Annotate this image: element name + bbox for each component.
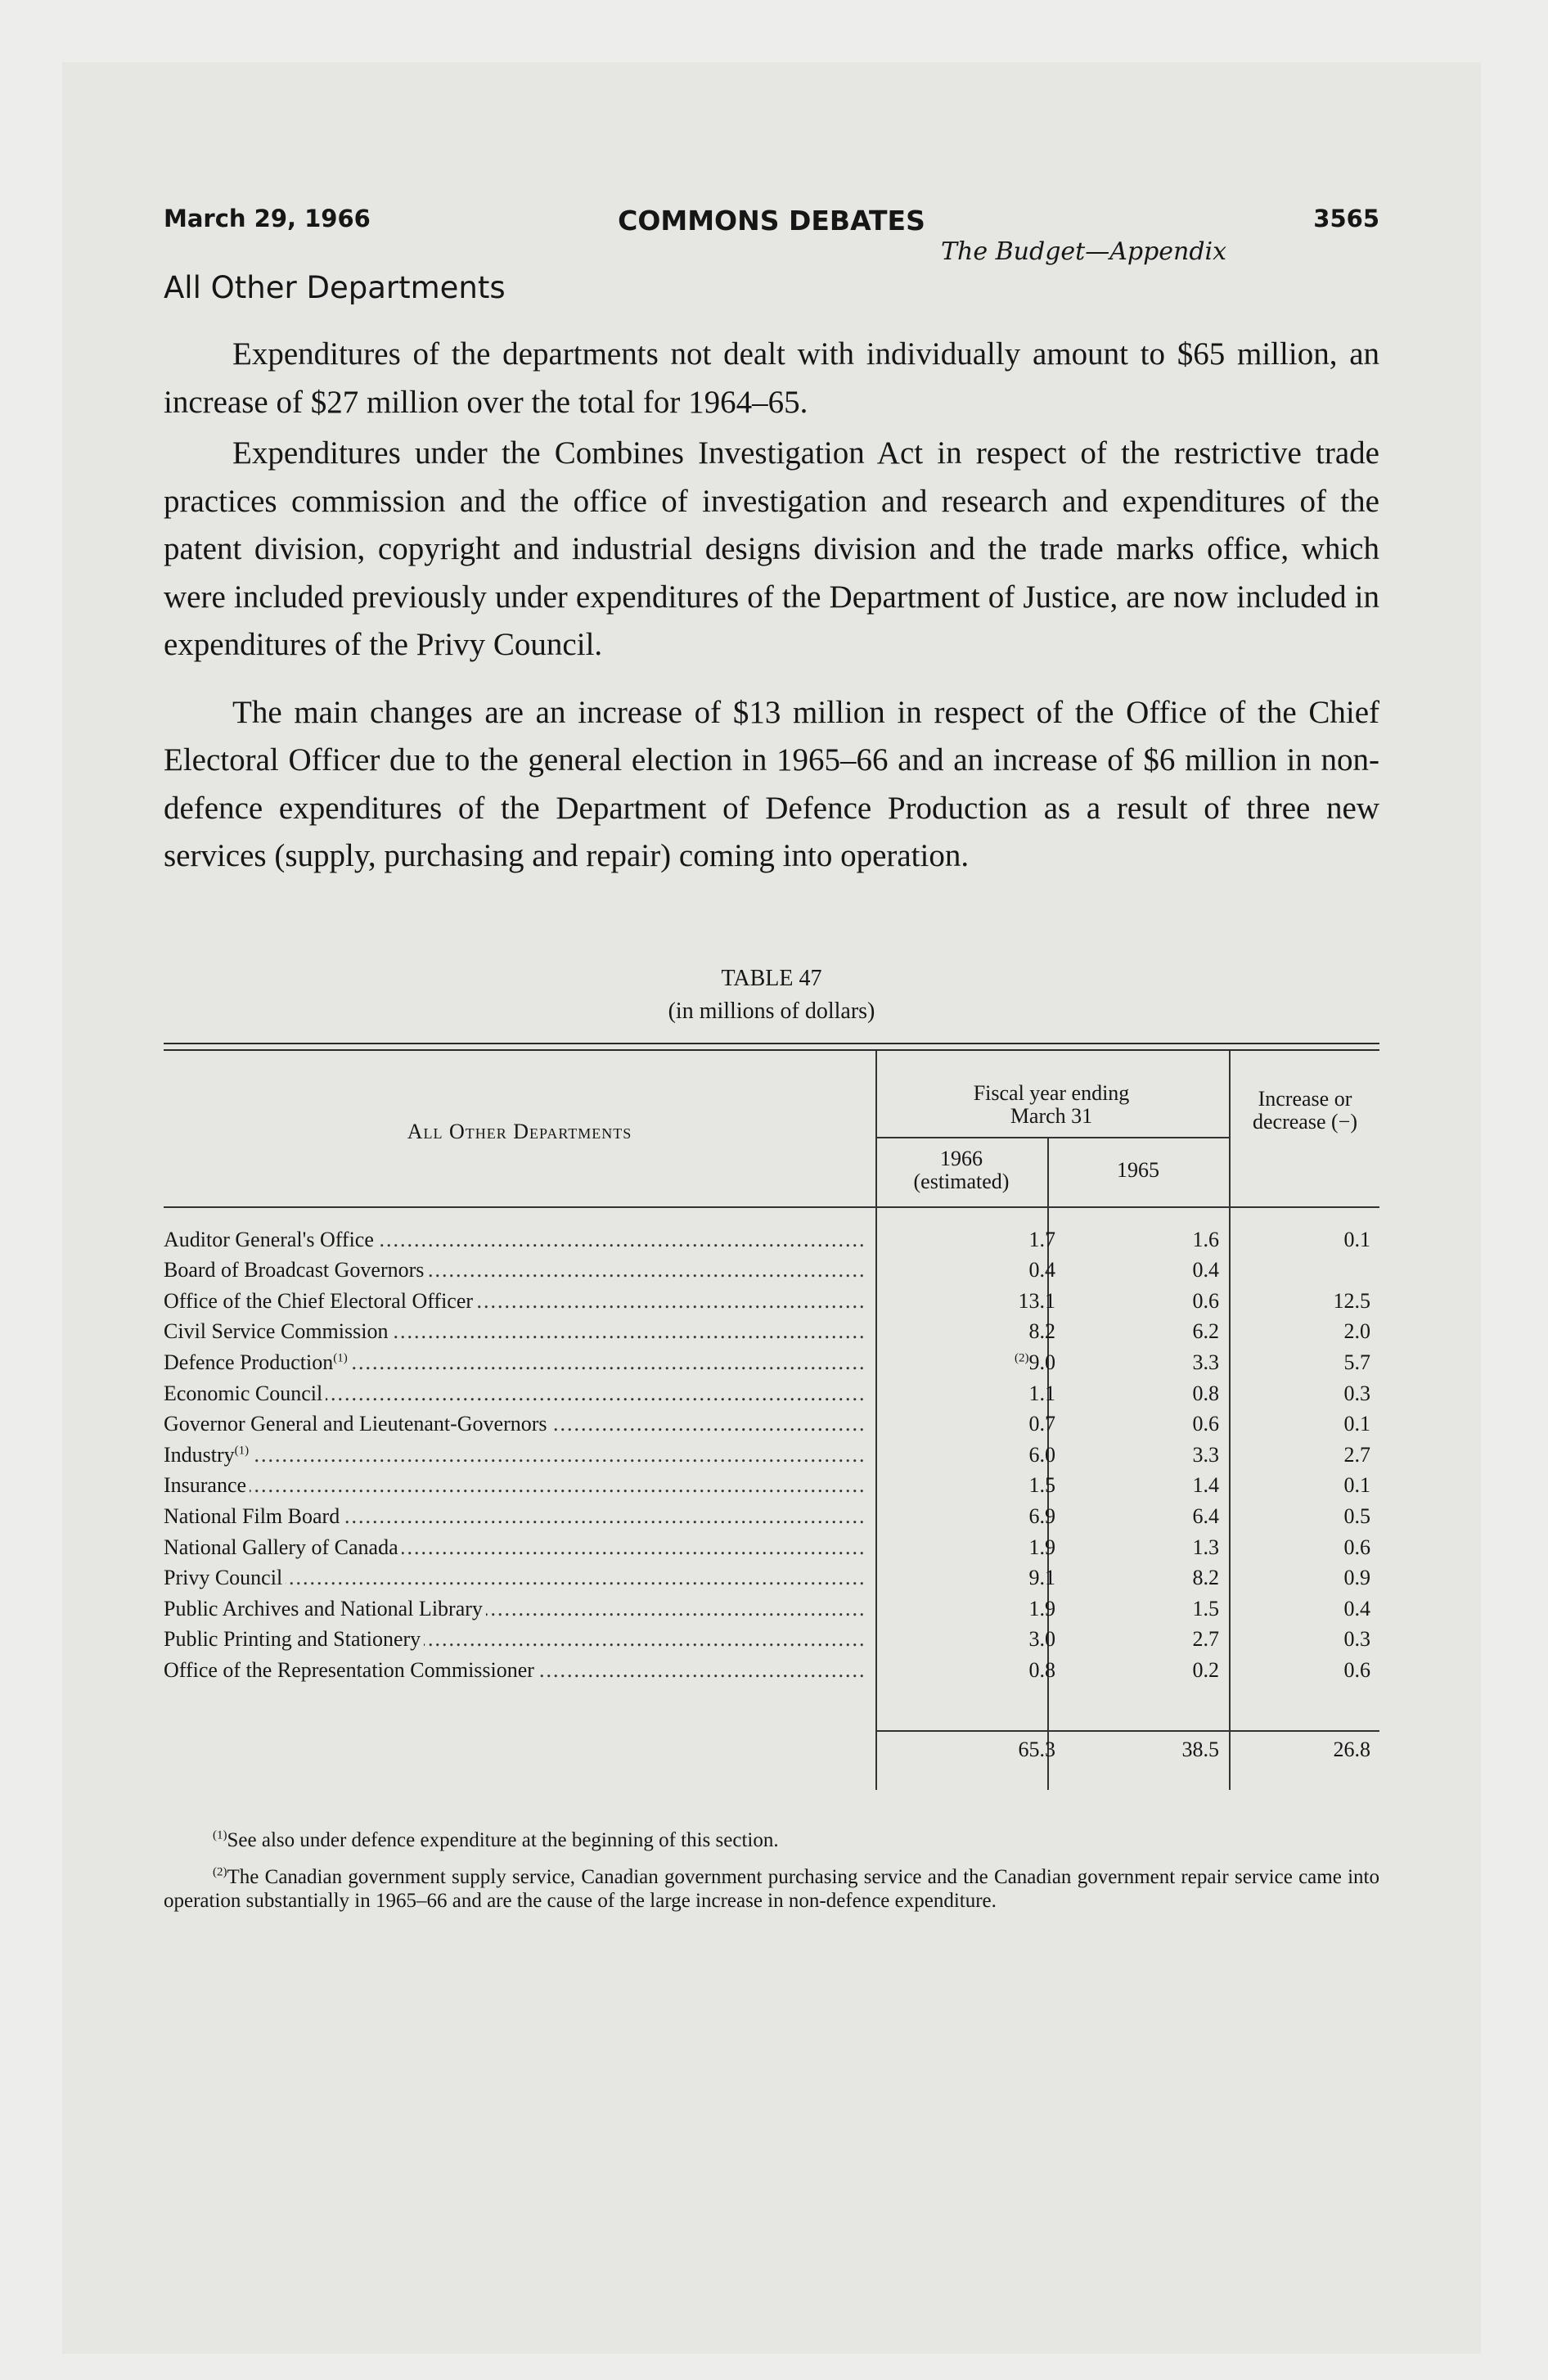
row-label-text <box>164 1443 252 1467</box>
cell-1965: 0.6 <box>1192 1412 1219 1436</box>
footnote-2-text: The Canadian government supply service, Canadian government purchasing service and the Canadian government repair service came into operation substantially in 1965–66 and are the cause of the large increase in non-defence expenditure. <box>164 1865 1379 1912</box>
table-title: TABLE 47 <box>721 965 822 991</box>
cell-1966 <box>982 1286 1055 1316</box>
row-label <box>164 1286 867 1316</box>
table-top-rule <box>164 1043 1379 1044</box>
cell-1966 <box>982 1532 1055 1562</box>
cell-1965: 1.4 <box>1192 1473 1219 1498</box>
row-label <box>164 1378 867 1409</box>
total-1966: 65.3 <box>1018 1737 1055 1761</box>
cell-1965: 1.6 <box>1192 1227 1219 1251</box>
header-page-number: 3565 <box>1313 205 1379 232</box>
header-subject: The Budget—Appendix <box>941 237 1227 266</box>
row-footnote-mark: (1) <box>234 1444 250 1458</box>
row-label-text <box>164 1566 286 1589</box>
row-label <box>164 1470 867 1500</box>
row-label-value: Board of Broadcast Governors <box>164 1258 425 1282</box>
header-bottom-rule <box>164 1206 1379 1208</box>
cell-1965: 1.3 <box>1192 1535 1219 1559</box>
row-label <box>164 1224 867 1255</box>
cell-change: 0.1 <box>1343 1473 1370 1498</box>
cell-1965: 1.5 <box>1192 1596 1219 1620</box>
row-label <box>164 1562 867 1593</box>
table-row <box>164 1470 1379 1500</box>
cell-1966 <box>982 1440 1055 1470</box>
table-caption <box>164 962 1379 1028</box>
cell-1966 <box>982 1562 1055 1593</box>
cell-change: 0.3 <box>1343 1627 1370 1652</box>
cell-change: 0.5 <box>1343 1503 1370 1528</box>
cell-1966-value: 0.4 <box>1028 1258 1055 1282</box>
cell-1966-value: 8.2 <box>1028 1319 1055 1344</box>
cell-1966 <box>982 1378 1055 1409</box>
fiscal-year-header: Fiscal year ending March 31 <box>973 1080 1130 1128</box>
row-label-value: Economic Council <box>164 1381 323 1405</box>
paragraph-2: Expenditures under the Combines Investigation Act in respect of the restrictive trade practices commission and the office of investigation and research and expenditures of the patent division, copyright and industrial designs division and the trade marks office, which were included previously under expenditures of the Department of Justice, are now included in expenditures of the Privy Council. <box>164 435 1379 662</box>
row-label <box>164 1624 867 1654</box>
expenditure-table <box>164 1043 1379 1828</box>
row-label <box>164 1440 867 1470</box>
table-row <box>164 1286 1379 1316</box>
table-row <box>164 1532 1379 1562</box>
cell-1965: 0.4 <box>1192 1258 1219 1282</box>
cell-1966-value: 13.1 <box>1018 1288 1055 1313</box>
cell-1965: 0.2 <box>1192 1657 1219 1682</box>
row-label <box>164 1532 867 1562</box>
row-label <box>164 1316 867 1346</box>
row-label-value: Office of the Chief Electoral Officer <box>164 1288 474 1313</box>
cell-1966-value: 1.5 <box>1028 1473 1055 1498</box>
row-label-value: Defence Production <box>164 1350 334 1374</box>
cell-change: 0.1 <box>1343 1227 1370 1251</box>
cell-1966 <box>982 1316 1055 1346</box>
cell-change: 0.4 <box>1343 1596 1370 1620</box>
table-row <box>164 1378 1379 1409</box>
cell-1966 <box>982 1501 1055 1531</box>
row-label-text <box>164 1258 427 1282</box>
total-rule <box>875 1730 1379 1732</box>
footnote-2 <box>164 1865 1379 1913</box>
cell-1966-value: 6.0 <box>1028 1442 1055 1467</box>
cell-change: 0.9 <box>1343 1566 1370 1590</box>
row-label-value: Industry <box>164 1442 235 1467</box>
row-label-text <box>164 1535 402 1559</box>
table-row <box>164 1409 1379 1439</box>
paragraph-1: Expenditures of the departments not dealt with individually amount to $65 million, an increase of $27 million over the total for 1964–65. <box>164 336 1379 420</box>
cell-1965: 6.2 <box>1192 1319 1219 1344</box>
row-label-value: Public Printing and Stationery <box>164 1627 421 1652</box>
row-label <box>164 1347 867 1377</box>
cell-1966-value: 1.1 <box>1028 1381 1055 1405</box>
table-row <box>164 1224 1379 1255</box>
header-publication: COMMONS DEBATES <box>618 205 925 237</box>
paragraph-3: The main changes are an increase of $13 million in respect of the Office of the Chief Electoral Officer due to the general election in 1965–66 and an increase of $6 million in non-defence expenditures of the Department of Defence Production as a result of three new services (supply, purchasing and repair) coming into operation. <box>164 694 1379 873</box>
row-label-text <box>164 1382 326 1405</box>
row-label-text <box>164 1228 377 1251</box>
footnote-1 <box>164 1828 1379 1852</box>
row-label-value: Office of the Representation Commissioner <box>164 1657 534 1682</box>
cell-1965: 0.8 <box>1192 1381 1219 1405</box>
cell-1966-value: 0.8 <box>1028 1657 1055 1682</box>
row-label-text <box>164 1289 476 1313</box>
row-label-text <box>164 1627 424 1651</box>
table-row <box>164 1562 1379 1593</box>
row-label-value: Insurance <box>164 1473 247 1498</box>
cell-1966 <box>982 1255 1055 1285</box>
row-label-text <box>164 1504 343 1528</box>
table-row <box>164 1316 1379 1346</box>
cell-change: 5.7 <box>1343 1350 1370 1374</box>
col-1966-label: 1966 <box>940 1146 983 1170</box>
cell-1965: 8.2 <box>1192 1566 1219 1590</box>
cell-1966 <box>982 1593 1055 1624</box>
col-1966-header <box>877 1147 1046 1193</box>
row-footnote-mark: (1) <box>333 1351 348 1365</box>
table-row <box>164 1440 1379 1470</box>
cell-1965: 3.3 <box>1192 1350 1219 1374</box>
cell-1966 <box>982 1470 1055 1500</box>
row-label <box>164 1409 867 1439</box>
col-change-header: Increase or decrease (−) <box>1253 1086 1357 1134</box>
total-1965: 38.5 <box>1181 1737 1219 1761</box>
table-row <box>164 1255 1379 1285</box>
running-head <box>164 205 1379 237</box>
row-label-text <box>164 1319 391 1343</box>
footnotes <box>164 1828 1379 1913</box>
group-header-rule <box>875 1137 1229 1138</box>
row-label-text <box>164 1473 250 1497</box>
table-top-rule-2 <box>164 1049 1379 1051</box>
total-change: 26.8 <box>1333 1737 1370 1761</box>
section-title: All Other Departments <box>164 270 506 305</box>
row-label-text <box>164 1412 551 1436</box>
cell-1965: 2.7 <box>1192 1627 1219 1652</box>
cell-1966 <box>982 1624 1055 1654</box>
cell-change: 2.0 <box>1343 1319 1370 1344</box>
cell-1966-value: 3.0 <box>1028 1627 1055 1652</box>
table-subtitle: (in millions of dollars) <box>668 998 875 1024</box>
col-1966-sublabel: (estimated) <box>913 1169 1010 1193</box>
row-label-value: National Film Board <box>164 1503 340 1528</box>
page-content <box>164 205 1379 1926</box>
row-label <box>164 1255 867 1285</box>
row-label-text <box>164 1597 486 1620</box>
table-row <box>164 1655 1379 1685</box>
table-row <box>164 1347 1379 1377</box>
row-label-value: Public Archives and National Library <box>164 1596 483 1620</box>
cell-1966-value: 9.0 <box>1028 1350 1055 1374</box>
cell-1966-value: 9.1 <box>1028 1566 1055 1590</box>
cell-change: 0.3 <box>1343 1381 1370 1405</box>
cell-change: 12.5 <box>1333 1288 1370 1313</box>
row-label-text <box>164 1658 538 1682</box>
table-row <box>164 1593 1379 1624</box>
cell-1966-value: 0.7 <box>1028 1412 1055 1436</box>
totals-row <box>164 1734 1379 1765</box>
stub-header: All Other Departments <box>407 1119 632 1143</box>
cell-1966 <box>982 1655 1055 1685</box>
cell-1965: 0.6 <box>1192 1288 1219 1313</box>
header-date: March 29, 1966 <box>164 205 371 232</box>
cell-change: 0.6 <box>1343 1535 1370 1559</box>
cell-1966-value: 1.9 <box>1028 1596 1055 1620</box>
cell-1966 <box>982 1224 1055 1255</box>
cell-1965: 3.3 <box>1192 1442 1219 1467</box>
cell-change: 0.6 <box>1343 1657 1370 1682</box>
row-label-text <box>164 1350 351 1374</box>
row-label <box>164 1593 867 1624</box>
cell-1966 <box>982 1409 1055 1439</box>
table-row <box>164 1501 1379 1531</box>
footnote-1-mark: (1) <box>213 1828 227 1842</box>
row-label-value: National Gallery of Canada <box>164 1535 398 1559</box>
cell-change: 2.7 <box>1343 1442 1370 1467</box>
cell-change: 0.1 <box>1343 1412 1370 1436</box>
row-label-value: Privy Council <box>164 1566 283 1590</box>
row-label <box>164 1655 867 1685</box>
row-label <box>164 1501 867 1531</box>
row-label-value: Civil Service Commission <box>164 1319 389 1344</box>
cell-1965: 6.4 <box>1192 1503 1219 1528</box>
row-label-value: Auditor General's Office <box>164 1227 374 1251</box>
cell-1966 <box>982 1347 1055 1377</box>
cell-1966-value: 1.7 <box>1028 1227 1055 1251</box>
cell-1966-value: 1.9 <box>1028 1535 1055 1559</box>
section-heading-row <box>164 237 1379 305</box>
cell-footnote-mark: (2) <box>1015 1351 1029 1365</box>
footnote-1-text: See also under defence expenditure at the beginning of this section. <box>227 1828 779 1851</box>
row-label-value: Governor General and Lieutenant-Governors <box>164 1412 547 1436</box>
col-1965-header: 1965 <box>1117 1157 1159 1182</box>
cell-1966-value: 6.9 <box>1028 1503 1055 1528</box>
table-row <box>164 1624 1379 1654</box>
footnote-2-mark: (2) <box>213 1865 227 1879</box>
